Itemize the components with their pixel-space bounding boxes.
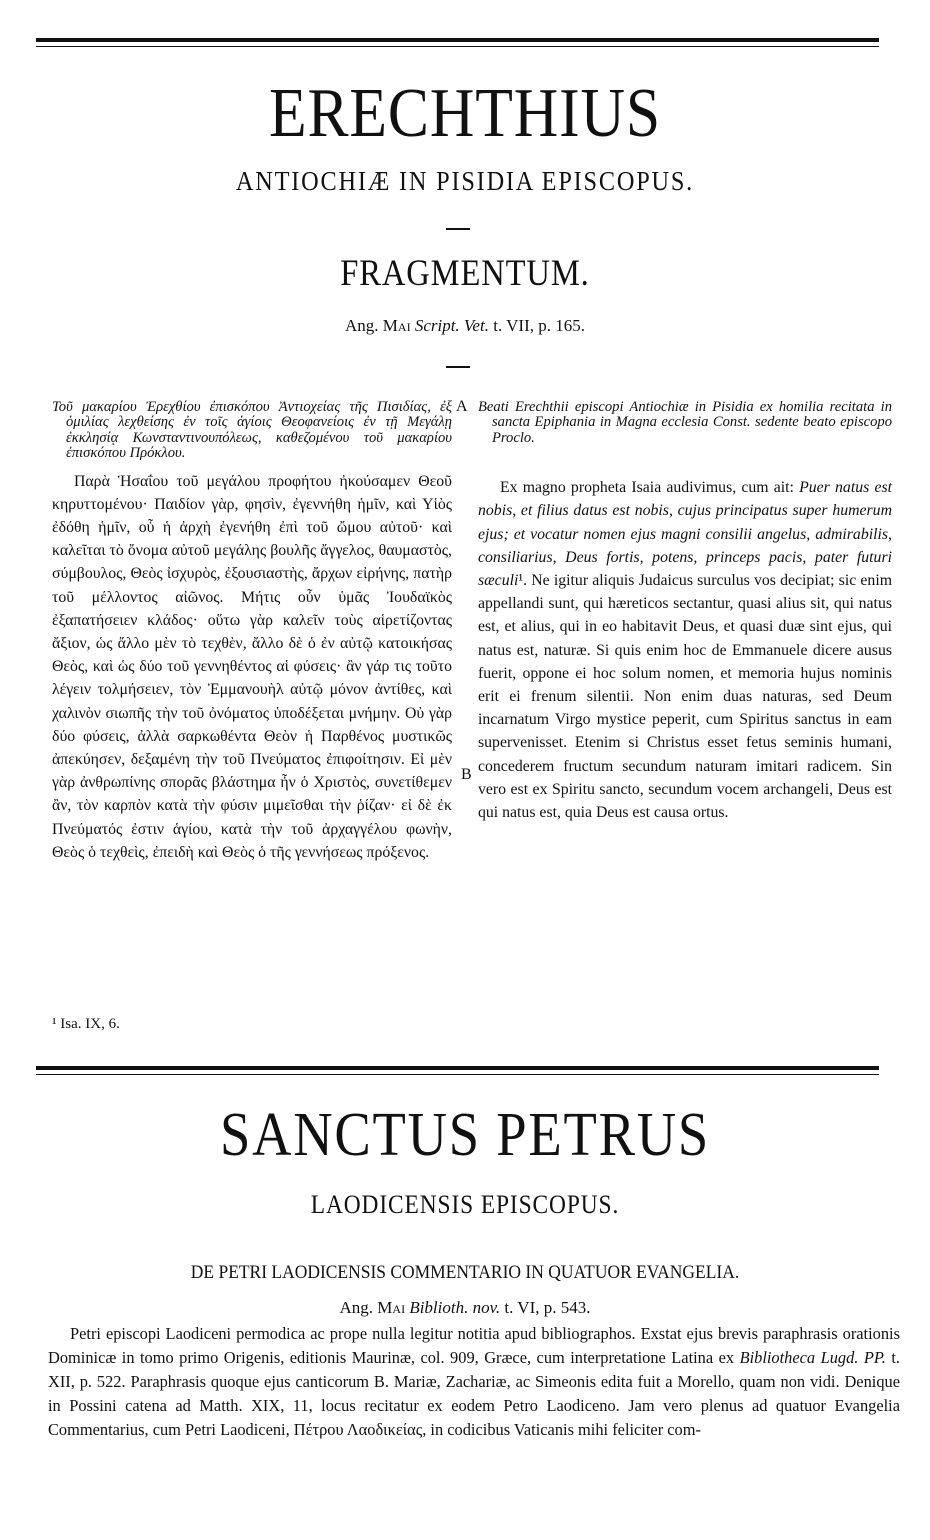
top-rule-thick: [36, 38, 879, 42]
section1-citation: [0, 316, 930, 336]
section1-dash-2: [446, 366, 470, 368]
section1-dash-1: [446, 228, 470, 230]
section2-citation: [0, 1298, 930, 1318]
section2-body: [48, 1322, 900, 1442]
column-marker-b: B: [461, 766, 472, 783]
latin-body: [478, 476, 892, 824]
column-marker-a: A: [456, 398, 468, 415]
section2-subtitle: LAODICENSIS EPISCOPUS.: [310, 1190, 620, 1219]
citation2-prefix: Ang.: [339, 1298, 374, 1317]
greek-body: Παρὰ Ἡσαΐου τοῦ μεγάλου προφήτου ἠκούσαμεν Θεοῦ κηρυττομένου· Παιδίον γὰρ, φησὶν, ἐγεννήθη ἡμῖν, καὶ Υἱὸς ἐδόθη ἡμῖν, οὗ ἡ ἀρχὴ ἐγενήθη ἐπὶ τοῦ ὤμου αὐτοῦ· καὶ καλεῖται τὸ ὄνομα αὐτοῦ μεγάλης βουλῆς ἄγγελος, θαυμαστὸς, σύμβουλος, Θεὸς ἰσχυρὸς, ἐξουσιαστὴς, ἄρχων εἰρήνης, πατὴρ τοῦ μέλλοντος αἰῶνος. Μήτις οὖν ὑμᾶς Ἰουδαϊκὸς ἐξαπατήσειεν κλάδος· οὕτω γὰρ καλεῖν τοὺς αἱρετίζοντας ἄξιον, ὡς ἄλλο μὲν τὸ τεχθὲν, ἄλλο δὲ ὁ ἐν αὐτῷ κατοικήσας Θεὸς, καὶ ὡς δύο τοῦ γεννηθέντος αἱ φύσεις· ἂν γάρ τις τοῦτο λέγειν τολμήσειεν, τὸν Ἐμμανουὴλ αὐτῷ μόνον ἀντίθες, καὶ χαλινὸν σιωπῆς τὴν τοῦ ὀνόματος ὑποδέξεται μνήμην. Οὐ γὰρ δύο φύσεις, ἀλλὰ σαρκωθέντα Θεὸν ἡ Παρθένος μυστικῶς ἀπεκύησεν, δεξαμένη τὴν τοῦ Πνεύματος ἐπιφοίτησιν. Εἰ μὲν γὰρ ἀνθρωπίνης σπορᾶς βλάστημα ἦν ὁ Χριστὸς, συνετίθεμεν ἂν, τὸν καρπὸν κατὰ τὴν φύσιν μιμεῖσθαι τὴν ῥίζαν· εἰ δὲ ἐκ Πνεύματός ἐστιν ἁγίου, κατὰ τὴν τοῦ ἀρχαγγέλου φωνὴν, Θεὸς ὁ τεχθεὶς, ἐπειδὴ καὶ Θεὸς ὁ τῆς γεννήσεως πρόξενος.: [52, 472, 452, 861]
citation2-author: Mai: [377, 1298, 406, 1317]
section2-paragraph-part-1: Petri episcopi Laodiceni permodica ac prope nulla legitur notitia apud bibliographos. Exstat ejus brevis paraphrasis orationis Dominicæ in tomo primo Origenis, editionis Maurinæ, col. 909, Græce, cum interpretatione Latina ex: [48, 1324, 900, 1367]
greek-column: [52, 400, 452, 864]
latin-column: [478, 400, 892, 824]
top-rule-thin: [36, 46, 879, 47]
fragment-heading: FRAGMENTUM.: [340, 253, 590, 294]
citation2-work: Biblioth. nov.: [409, 1298, 501, 1317]
divider-rule-thin: [36, 1074, 879, 1075]
citation-work: Script. Vet.: [414, 316, 489, 335]
greek-heading: Τοῦ μακαρίου Ἐρεχθίου ἐπισκόπου Ἀντιοχείας τῆς Πισιδίας, ἐξ ὁμιλίας λεχθείσης ἐν τοῖς ἁγίοις Θεοφανείοις ἐν τῇ Μεγάλῃ ἐκκλησίᾳ Κωνσταντινουπόλεως, καθεζομένου τοῦ μακαρίου ἐπισκόπου Πρόκλου.: [52, 399, 452, 462]
section2-paragraph-italic: Bibliotheca Lugd. PP.: [739, 1348, 886, 1367]
section1-subtitle: ANTIOCHIÆ IN PISIDIA EPISCOPUS.: [235, 166, 695, 196]
citation2-ref: t. VI, p. 543.: [504, 1298, 591, 1317]
section2-title: SANCTUS PETRUS: [219, 1101, 711, 1169]
latin-body-part-1: Ex magno propheta Isaia audivimus, cum ait:: [500, 479, 800, 497]
citation-author: Mai: [382, 316, 411, 335]
latin-heading: Beati Erechthii episcopi Antiochiæ in Pisidia ex homilia recitata in sancta Epiphania in Magna ecclesia Const. sedente beato episcopo Proclo.: [478, 399, 892, 446]
footnote: ¹ Isa. IX, 6.: [52, 1016, 120, 1032]
citation-ref: t. VII, p. 165.: [493, 316, 585, 335]
section2-paragraph: [48, 1322, 900, 1442]
divider-rule-thick: [36, 1066, 879, 1070]
latin-footnote-ref: ¹.: [518, 572, 528, 590]
citation-prefix: Ang.: [345, 316, 379, 335]
section2-paragraph-part-2: t. XII, p. 522. Paraphrasis quoque ejus canticorum B. Mariæ, Zachariæ, ac Simeonis edita fuit a Morello, quam non vidi. Denique in Possini catena ad Matth. XIX, 11, locus recitatur ex eodem Petro Laodiceno. Jam vero plenus ad quatuor Evangelia Commentarius, cum Petri Laodiceni, Πέτρου Λαοδικείας, in codicibus Vaticanis mihi feliciter com-: [48, 1348, 900, 1439]
latin-body-italic: Puer natus est nobis, et filius datus est nobis, cujus principatus super humerum ejus; et vocatur nomen ejus magni consilii angelus, admirabilis, consiliarius, Deus fortis, potens, princeps pacis, pater futuri sæculi: [478, 479, 892, 590]
section2-heading: DE PETRI LAODICENSIS COMMENTARIO IN QUATUOR EVANGELIA.: [190, 1262, 740, 1283]
latin-body-part-2: Ne igitur aliquis Judaicus surculus vos decipiat; sic enim appellandi sunt, qui hæreticos sectantur, quasi alius sit, qui natus est, et alius, qui in eo habitavit Deus, et quasi duæ sint ejus, qui natus est, naturæ. Si quis enim hoc de Emmanuele dicere ausus fuerit, oppone ei hoc solum nomen, et memoria hujus nominis erit ei frenum silentii. Non enim duas naturas, sed Deum incarnatum Virgo mystice peperit, cum Spiritus sanctus in eam supervenisset. Etenim si Christus esset fetus seminis humani, concederem fructum secundum naturam imitari radicem. Sin vero est ex Spiritu sancto, secundum vocem archangeli, Deus est qui natus est, quia Deus est causa ortus.: [478, 572, 892, 822]
section1-title: ERECHTHIUS: [268, 75, 662, 152]
